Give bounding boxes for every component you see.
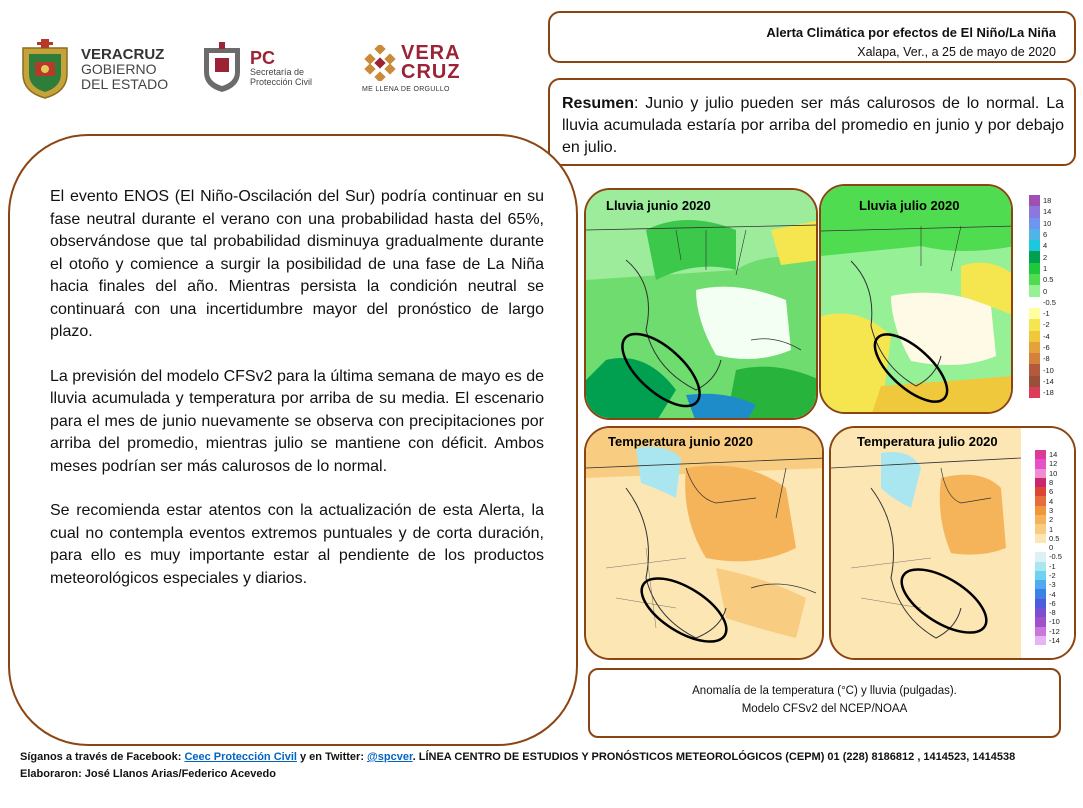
temp-legend-item xyxy=(1035,636,1062,645)
temperature-legend xyxy=(1035,450,1062,645)
rain-legend-swatch xyxy=(1029,263,1040,274)
temp-legend-swatch xyxy=(1035,552,1046,561)
map-temp-june xyxy=(584,426,824,660)
rain-legend-item xyxy=(1029,206,1056,217)
rain-legend-item xyxy=(1029,319,1056,330)
footer-prefix: Síganos a través de Facebook: xyxy=(20,751,185,763)
alert-header xyxy=(548,11,1076,63)
temp-legend-swatch xyxy=(1035,636,1046,645)
footer-suffix: . LÍNEA CENTRO DE ESTUDIOS Y PRONÓSTICOS METEOROLÓGICOS (CEPM) 01 (228) 8186812 , 1414523, 1414538 xyxy=(412,751,1016,763)
map-rain-july xyxy=(819,184,1013,414)
map-caption xyxy=(588,668,1061,738)
rain-legend-swatch xyxy=(1029,364,1040,375)
rain-legend-item xyxy=(1029,218,1056,229)
temp-legend-item xyxy=(1035,487,1062,496)
temp-legend-item xyxy=(1035,571,1062,580)
footer xyxy=(20,749,1015,783)
temp-legend-label: -10 xyxy=(1049,617,1060,627)
map-rain-july-title: Lluvia julio 2020 xyxy=(859,198,960,213)
pc-shield-icon xyxy=(200,42,244,94)
temp-legend-item xyxy=(1035,589,1062,598)
veracruz-government-logo xyxy=(15,38,168,100)
temp-legend-label: 4 xyxy=(1049,496,1054,506)
temp-legend-swatch xyxy=(1035,608,1046,617)
temp-legend-swatch xyxy=(1035,599,1046,608)
temp-legend-label: -1 xyxy=(1049,561,1056,571)
paragraph-cfsv2: La previsión del modelo CFSv2 para la última semana de mayo es de lluvia acumulada y temperatura por arriba de su media. El escenario para el mes de junio nuevamente se observa con precipitaciones por arriba del promedio, mientras julio se mantiene con déficit. Ambos meses podrían ser más calurosos de lo normal. xyxy=(50,367,544,475)
pc-logo-sub1: Secretaría de xyxy=(250,67,305,77)
temp-legend-label: 2 xyxy=(1049,515,1054,525)
rain-legend-item xyxy=(1029,240,1056,251)
temp-legend-label: 14 xyxy=(1049,450,1058,460)
footer-credits: Elaboraron: José Llanos Arias/Federico Acevedo xyxy=(20,768,276,780)
temp-legend-label: -2 xyxy=(1049,571,1056,580)
summary-box xyxy=(548,78,1076,166)
footer-middle: y en Twitter: xyxy=(296,751,368,763)
temp-legend-swatch xyxy=(1035,487,1046,496)
temp-legend-label: -12 xyxy=(1049,626,1060,636)
summary-text: : Junio y julio pueden ser más calurosos de lo normal. La lluvia acumulada estaría por arriba del promedio en junio y por debajo en julio. xyxy=(562,95,1064,156)
alert-place-date: Xalapa, Ver., a 25 de mayo de 2020 xyxy=(857,45,1056,59)
rain-legend-label: -4 xyxy=(1043,331,1050,341)
rain-legend-swatch xyxy=(1029,206,1040,217)
temp-legend-item xyxy=(1035,562,1062,571)
rain-legend-swatch xyxy=(1029,297,1040,308)
rain-legend-item xyxy=(1029,229,1056,240)
rain-legend-item xyxy=(1029,297,1056,308)
rain-legend-label: 0.5 xyxy=(1043,275,1054,285)
rain-legend-swatch xyxy=(1029,308,1040,319)
temp-legend-swatch xyxy=(1035,450,1046,459)
rain-legend-item xyxy=(1029,195,1056,206)
temp-legend-item xyxy=(1035,543,1062,552)
rain-legend-item xyxy=(1029,376,1056,387)
temp-legend-swatch xyxy=(1035,617,1046,626)
rain-legend-label: 0 xyxy=(1043,286,1048,296)
map-rain-june-image xyxy=(586,190,818,420)
rain-legend-label: -8 xyxy=(1043,354,1050,364)
rain-legend-label: -18 xyxy=(1043,388,1054,398)
rain-legend-label: 14 xyxy=(1043,207,1052,217)
temp-legend-item xyxy=(1035,627,1062,636)
temp-legend-label: 3 xyxy=(1049,505,1054,515)
temp-legend-label: 10 xyxy=(1049,468,1058,478)
alert-title: Alerta Climática por efectos de El Niño/La Niña xyxy=(766,25,1056,40)
temp-legend-label: -8 xyxy=(1049,608,1056,618)
rain-legend-swatch xyxy=(1029,353,1040,364)
temp-legend-item xyxy=(1035,506,1062,515)
pc-logo-sub2: Protección Civil xyxy=(250,77,313,87)
rain-legend-item xyxy=(1029,364,1056,375)
rain-legend-swatch xyxy=(1029,195,1040,206)
temp-legend-item xyxy=(1035,515,1062,524)
temp-legend-swatch xyxy=(1035,562,1046,571)
temp-legend-swatch xyxy=(1035,515,1046,524)
rain-legend xyxy=(1029,195,1056,398)
map-temp-july-title: Temperatura julio 2020 xyxy=(857,434,998,449)
rain-legend-item xyxy=(1029,342,1056,353)
rain-legend-swatch xyxy=(1029,240,1040,251)
temp-legend-item xyxy=(1035,534,1062,543)
rain-legend-swatch xyxy=(1029,274,1040,285)
brand-logo-tagline: ME LLENA DE ORGULLO xyxy=(362,86,450,93)
temp-legend-label: -6 xyxy=(1049,598,1056,608)
caption-line2: Modelo CFSv2 del NCEP/NOAA xyxy=(741,703,908,715)
rain-legend-swatch xyxy=(1029,251,1040,262)
temp-legend-label: -0.5 xyxy=(1049,552,1062,562)
temp-legend-label: 6 xyxy=(1049,487,1054,497)
footer-contact-line xyxy=(20,749,1015,766)
temp-legend-label: -4 xyxy=(1049,589,1056,599)
temp-legend-swatch xyxy=(1035,469,1046,478)
rain-legend-item xyxy=(1029,285,1056,296)
rain-legend-item xyxy=(1029,251,1056,262)
gov-logo-line3: DEL ESTADO xyxy=(81,75,169,92)
rain-legend-item xyxy=(1029,331,1056,342)
rain-legend-label: -1 xyxy=(1043,309,1050,319)
temp-legend-item xyxy=(1035,478,1062,487)
rain-legend-label: 4 xyxy=(1043,241,1048,251)
temp-legend-item xyxy=(1035,459,1062,468)
rain-legend-label: -2 xyxy=(1043,320,1050,330)
veracruz-brand-logo xyxy=(362,44,461,93)
temp-legend-swatch xyxy=(1035,534,1046,543)
map-rain-june-title: Lluvia junio 2020 xyxy=(606,198,711,213)
temp-legend-label: 0.5 xyxy=(1049,533,1060,543)
rain-legend-swatch xyxy=(1029,285,1040,296)
rain-legend-label: 2 xyxy=(1043,252,1048,262)
temp-legend-swatch xyxy=(1035,589,1046,598)
knot-pattern-icon xyxy=(362,45,398,81)
temp-legend-swatch xyxy=(1035,571,1046,580)
map-temp-june-title: Temperatura junio 2020 xyxy=(608,434,753,449)
temp-legend-swatch xyxy=(1035,506,1046,515)
rain-legend-label: -10 xyxy=(1043,365,1054,375)
rain-legend-label: 10 xyxy=(1043,218,1052,228)
rain-legend-swatch xyxy=(1029,342,1040,353)
rain-legend-swatch xyxy=(1029,218,1040,229)
temp-legend-label: 1 xyxy=(1049,524,1054,534)
rain-legend-label: -14 xyxy=(1043,376,1054,386)
brand-logo-line2: CRUZ xyxy=(401,61,461,83)
rain-legend-item xyxy=(1029,274,1056,285)
gov-logo-line2: GOBIERNO xyxy=(81,60,157,77)
map-temp-june-image xyxy=(586,428,824,660)
temp-legend-item xyxy=(1035,580,1062,589)
temp-legend-swatch xyxy=(1035,496,1046,505)
rain-legend-item xyxy=(1029,353,1056,364)
rain-legend-swatch xyxy=(1029,229,1040,240)
temp-legend-item xyxy=(1035,617,1062,626)
facebook-link[interactable]: Ceec Protección Civil xyxy=(184,751,297,763)
temp-legend-swatch xyxy=(1035,580,1046,589)
proteccion-civil-logo xyxy=(200,42,312,94)
temp-legend-label: -3 xyxy=(1049,580,1056,590)
pc-logo-title: PC xyxy=(250,48,276,68)
paragraph-recommendation: Se recomienda estar atentos con la actualización de esta Alerta, la cual no contempla eventos extremos puntuales y de corta duración, para ello es muy importante estar al pendiente de los productos meteorológicos especiales y diarios. xyxy=(50,502,544,587)
rain-legend-item xyxy=(1029,387,1056,398)
temp-legend-label: 8 xyxy=(1049,478,1054,488)
rain-legend-swatch xyxy=(1029,387,1040,398)
temp-legend-item xyxy=(1035,469,1062,478)
temp-legend-swatch xyxy=(1035,627,1046,636)
temp-legend-item xyxy=(1035,552,1062,561)
rain-legend-label: 18 xyxy=(1043,196,1052,206)
temp-legend-swatch xyxy=(1035,478,1046,487)
map-rain-july-image xyxy=(821,186,1013,414)
rain-legend-label: -0.5 xyxy=(1043,297,1056,307)
summary-label: Resumen xyxy=(562,95,635,112)
map-rain-june xyxy=(584,188,818,420)
main-text-box xyxy=(8,134,578,746)
coat-of-arms-icon xyxy=(15,38,75,100)
temp-legend-item xyxy=(1035,599,1062,608)
temp-legend-label: 0 xyxy=(1049,543,1054,553)
temp-legend-item xyxy=(1035,496,1062,505)
rain-legend-item xyxy=(1029,263,1056,274)
temp-legend-swatch xyxy=(1035,543,1046,552)
temp-legend-item xyxy=(1035,524,1062,533)
gov-logo-line1: VERACRUZ xyxy=(81,45,165,63)
rain-legend-label: -6 xyxy=(1043,343,1050,352)
temp-legend-label: 12 xyxy=(1049,459,1058,469)
rain-legend-swatch xyxy=(1029,376,1040,387)
rain-legend-swatch xyxy=(1029,331,1040,342)
caption-line1: Anomalía de la temperatura (°C) y lluvia (pulgadas). xyxy=(692,685,957,697)
rain-legend-label: 6 xyxy=(1043,230,1048,240)
temp-legend-swatch xyxy=(1035,524,1046,533)
brand-logo-line1: VERA xyxy=(401,42,461,64)
paragraph-enso: El evento ENOS (El Niño-Oscilación del Sur) podría continuar en su fase neutral durante el verano con una probabilidad hasta del 65%, observándose que tal probabilidad disminuya gradualmente durante el otoño y comience a surgir la posibilidad de una fase de La Niña hacia finales del año. Mientras persista la condición neutral se continuará con una incertidumbre mayor del pronóstico de largo plazo. xyxy=(50,188,544,340)
rain-legend-swatch xyxy=(1029,319,1040,330)
temp-legend-swatch xyxy=(1035,459,1046,468)
rain-legend-label: 1 xyxy=(1043,263,1048,273)
temp-legend-item xyxy=(1035,450,1062,459)
temp-legend-label: -14 xyxy=(1049,636,1060,646)
temp-legend-item xyxy=(1035,608,1062,617)
rain-legend-item xyxy=(1029,308,1056,319)
twitter-link[interactable]: @spcver xyxy=(367,751,413,763)
